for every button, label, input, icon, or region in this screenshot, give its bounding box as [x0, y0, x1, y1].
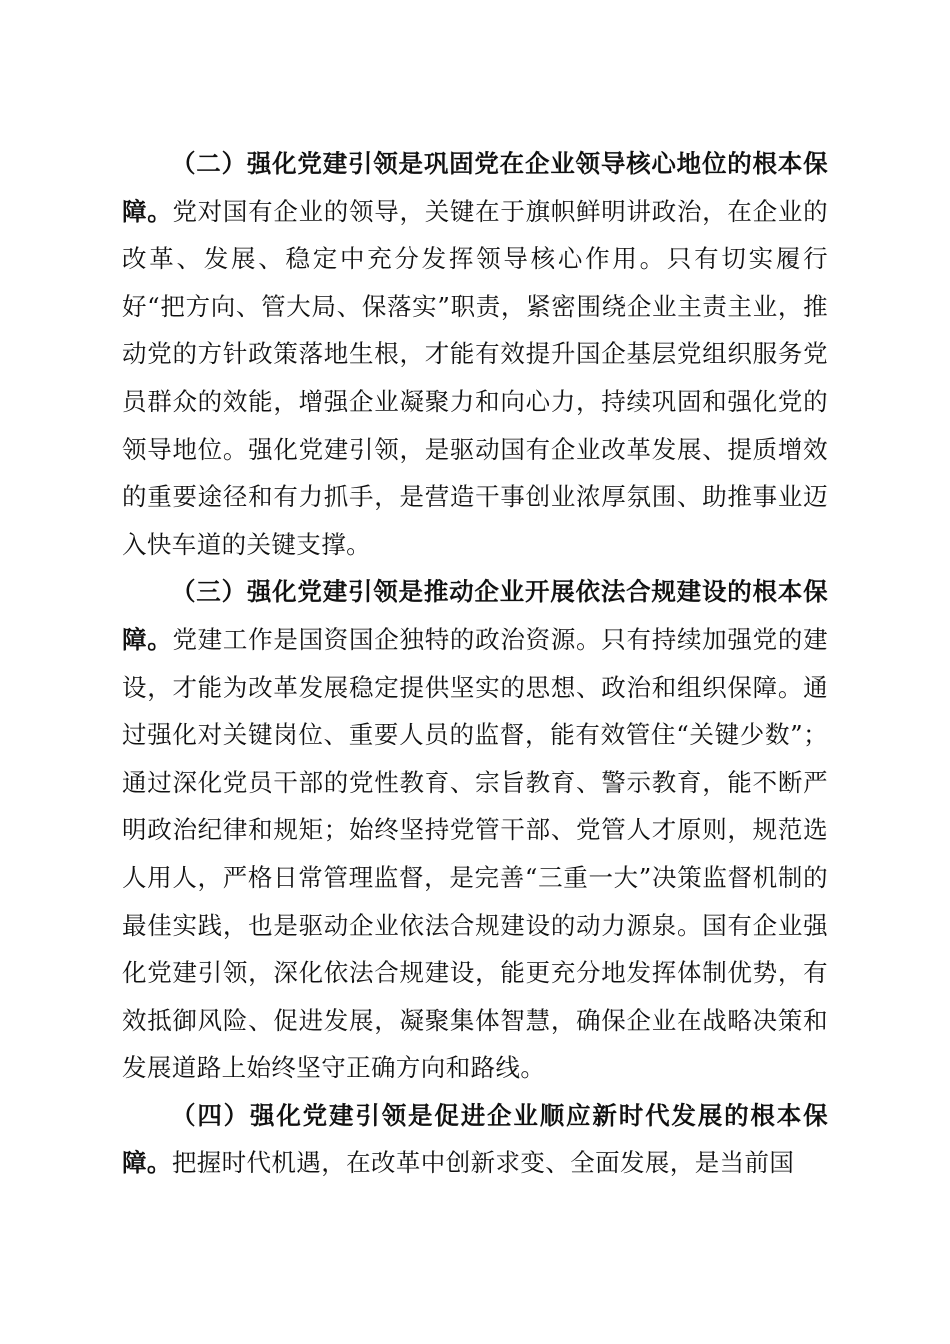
paragraph-3-heading: （三）强化党建引领是推动企业开展依法合规建设的根本保障。	[122, 577, 828, 654]
paragraph-2	[122, 140, 828, 568]
paragraph-4	[122, 1092, 828, 1187]
paragraph-2-heading: （二）强化党建引领是巩固党在企业领导核心地位的根本保障。	[122, 149, 828, 226]
paragraph-4-text: 把握时代机遇，在改革中创新求变、全面发展，是当前国	[171, 1148, 795, 1178]
document-body	[122, 140, 828, 1187]
paragraph-2-text: 党对国有企业的领导，关键在于旗帜鲜明讲政治，在企业的改革、发展、稳定中充分发挥领导核心作用。只有切实履行好“把方向、管大局、保落实”职责，紧密围绕企业主责主业，推动党的方针政策落地生根，才能有效提升国企基层党组织服务党员群众的效能，增强企业凝聚力和向心力，持续巩固和强化党的领导地位。强化党建引领，是驱动国有企业改革发展、提质增效的重要途径和有力抓手，是营造干事创业浓厚氛围、助推事业迈入快车道的关键支撑。	[122, 196, 828, 559]
paragraph-4-heading: （四）强化党建引领是促进企业顺应新时代发展的根本保障。	[122, 1100, 828, 1178]
paragraph-3	[122, 568, 828, 1092]
paragraph-3-text: 党建工作是国资国企独特的政治资源。只有持续加强党的建设，才能为改革发展稳定提供坚实的思想、政治和组织保障。通过强化对关键岗位、重要人员的监督，能有效管住“关键少数”；通过深化党员干部的党性教育、宗旨教育、警示教育，能不断严明政治纪律和规矩；始终坚持党管干部、党管人才原则，规范选人用人，严格日常管理监督，是完善“三重一大”决策监督机制的最佳实践，也是驱动企业依法合规建设的动力源泉。国有企业强化党建引领，深化依法合规建设，能更充分地发挥体制优势，有效抵御风险、促进发展，凝聚集体智慧，确保企业在战略决策和发展道路上始终坚守正确方向和路线。	[122, 624, 828, 1083]
